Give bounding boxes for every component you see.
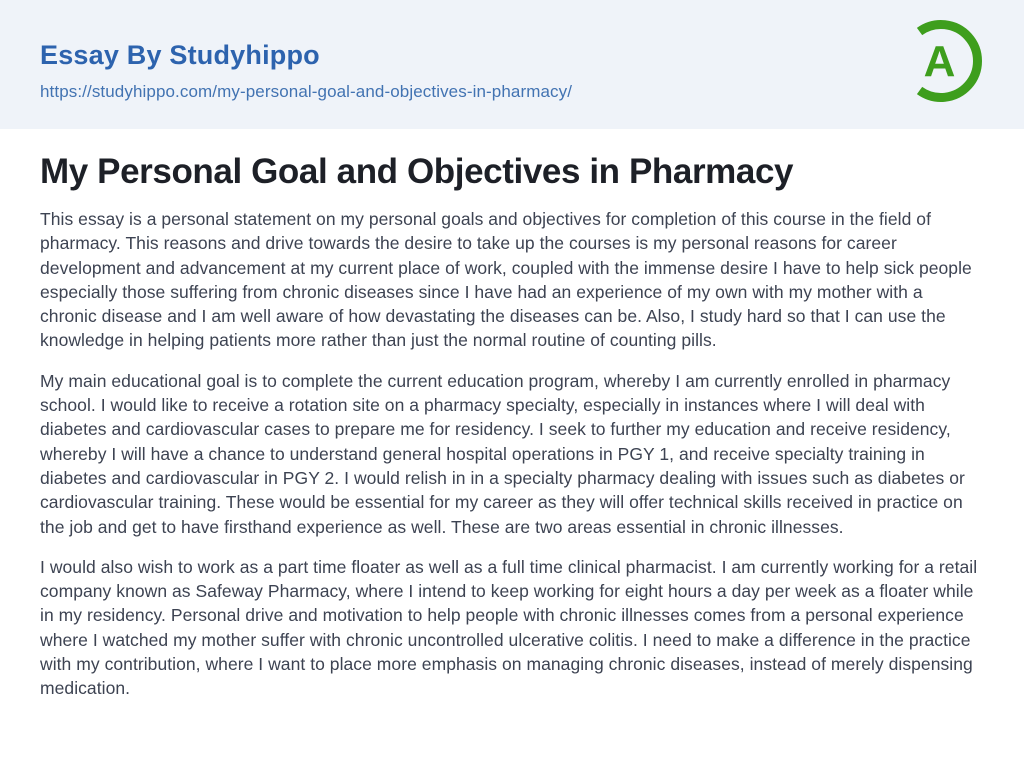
studyhippo-logo[interactable] bbox=[898, 18, 984, 104]
site-title: Essay By Studyhippo bbox=[40, 40, 320, 70]
logo-letter-a: A bbox=[923, 37, 956, 86]
article-url-link[interactable]: https://studyhippo.com/my-personal-goal-and-objectives-in-pharmacy/ bbox=[40, 82, 573, 102]
article bbox=[0, 129, 1024, 701]
article-paragraph: This essay is a personal statement on my personal goals and objectives for completion of this course in the field of pharmacy. This reasons and drive towards the desire to take up the courses is my personal reasons for career development and advancement at my current place of work, coupled with the immense desire I have to help sick people especially those suffering from chronic diseases since I have had an experience of my own with my mother with a chronic disease and I am well aware of how devastating the diseases can be. Also, I study hard so that I can use the knowledge in helping patients more rather than just the normal routine of counting pills. bbox=[40, 209, 972, 351]
article-title: My Personal Goal and Objectives in Pharmacy bbox=[40, 152, 794, 191]
logo-arc-icon bbox=[898, 18, 984, 104]
article-paragraph: I would also wish to work as a part time floater as well as a full time clinical pharmacist. I am currently working for a retail company known as Safeway Pharmacy, where I intend to keep working for eight hours a day per week as a floater while in my residency. Personal drive and motivation to help people with chronic illnesses comes from a personal experience where I watched my mother suffer with chronic uncontrolled ulcerative colitis. I need to make a difference in the practice with my contribution, where I want to place more emphasis on managing chronic diseases, instead of merely dispensing medication. bbox=[40, 556, 978, 699]
article-paragraph: My main educational goal is to complete the current education program, whereby I am currently enrolled in pharmacy school. I would like to receive a rotation site on a pharmacy specialty, especially in instances where I will deal with diabetes and cardiovascular cases to prepare me for residency. I seek to further my education and receive residency, whereby I will have a chance to understand general hospital operations in PGY 1, and receive specialty training in diabetes and cardiovascular in PGY 2. I would relish in in a specialty pharmacy dealing with issues such as diabetes or cardiovascular training. These would be essential for my career as they will offer technical skills received in practice on the job and get to have firsthand experience as well. These are two areas essential in chronic illnesses. bbox=[40, 370, 965, 537]
site-header bbox=[0, 0, 1024, 129]
